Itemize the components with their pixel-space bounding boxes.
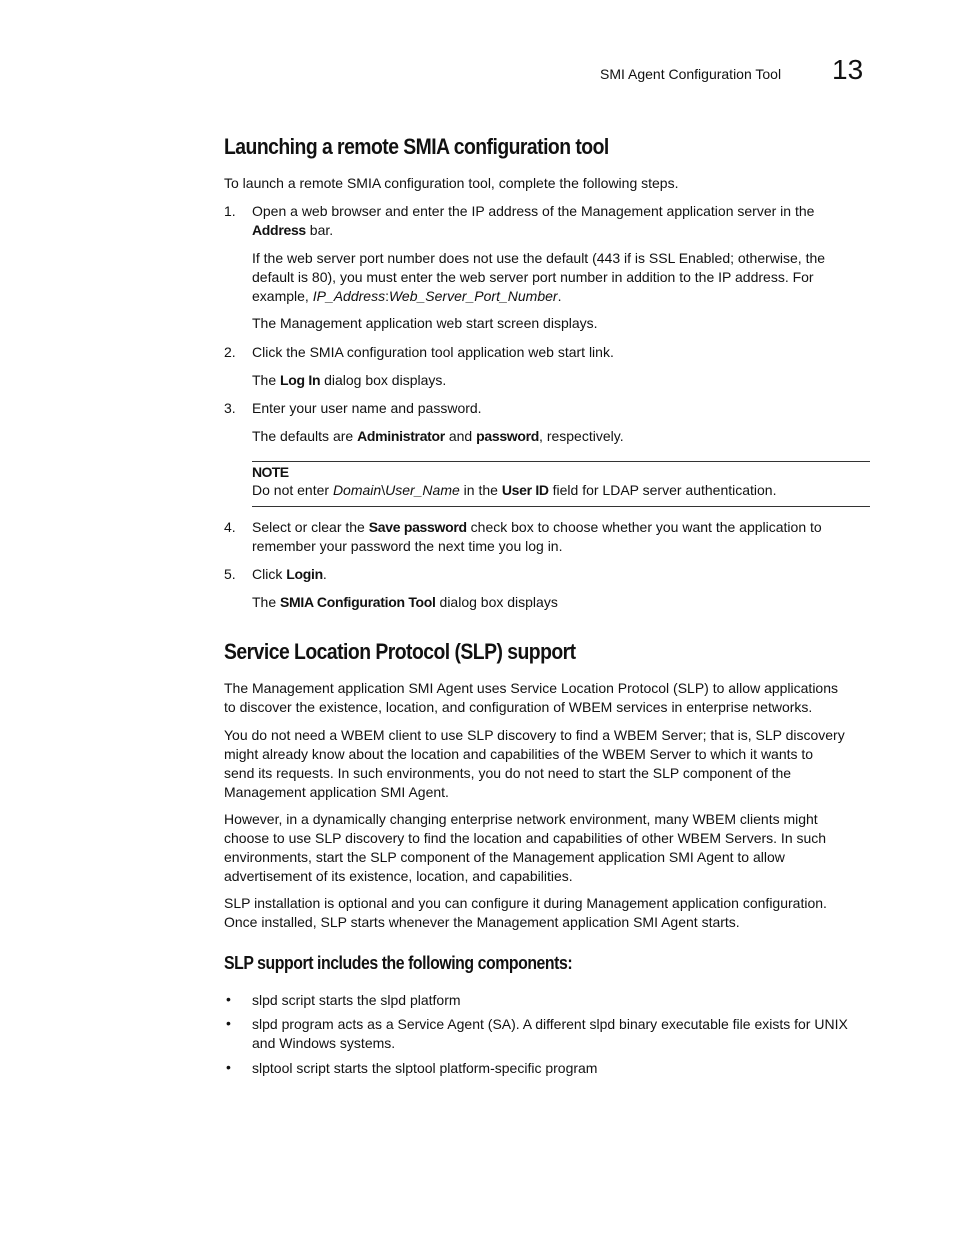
password-label: password — [476, 428, 540, 444]
smia-config-tool-label: SMIA Configuration Tool — [280, 594, 436, 610]
para2-line3: send its requests. In such environments, you do not need to start the SLP component of the — [224, 765, 792, 781]
step4-post: check box to choose whether you want the application to — [466, 519, 822, 535]
step1-line1: Open a web browser and enter the IP address of the Management application server in the — [252, 203, 815, 219]
step5-result-post: dialog box displays — [435, 594, 558, 610]
step1-detail — [252, 249, 870, 306]
detail-line3-pre: example, — [252, 288, 313, 304]
step-number: 2. — [224, 344, 236, 360]
section-heading-slp: Service Location Protocol (SLP) support — [224, 639, 576, 664]
step5-text — [252, 565, 870, 584]
step4-line2: remember your password the next time you log in. — [252, 538, 563, 554]
bullet-glyph: • — [226, 1059, 231, 1075]
note-backslash: \ — [381, 482, 386, 498]
section-heading-launching: Launching a remote SMIA configuration tool — [224, 134, 609, 159]
step3-result — [252, 427, 870, 446]
para3-line4: advertisement of its existence, location, and capabilities. — [224, 868, 573, 884]
step1-result: The Management application web start screen displays. — [252, 315, 598, 331]
note-label: NOTE — [252, 464, 289, 480]
bullet-item: slptool script starts the slptool platform-specific program — [252, 1060, 598, 1076]
note-top-rule — [252, 461, 870, 462]
step1-line2-rest: bar. — [305, 222, 334, 238]
step5-result-pre: The — [252, 594, 281, 610]
step2-result-pre: The — [252, 372, 281, 388]
administrator-label: Administrator — [357, 428, 445, 444]
bullet-item — [252, 1015, 870, 1053]
para2-line4: Management application SMI Agent. — [224, 784, 449, 800]
para3-line2: choose to use SLP discovery to find the location and capabilities of other WBEM Servers. In such — [224, 830, 827, 846]
slp-paragraph-1 — [224, 679, 870, 717]
colon: : — [385, 288, 389, 304]
detail-line2: default is 80), you must enter the web server port number in addition to the IP address. For — [252, 269, 814, 285]
para3-line1: However, in a dynamically changing enterprise network environment, many WBEM clients might — [224, 811, 818, 827]
slp-paragraph-2 — [224, 726, 870, 802]
user-name-term: User_Name — [385, 482, 460, 498]
para1-line1: The Management application SMI Agent uses Service Location Protocol (SLP) to allow applications — [224, 680, 839, 696]
note-text — [252, 481, 870, 500]
para1-line2: to discover the existence, location, and configuration of WBEM services in enterprise networks. — [224, 699, 813, 715]
address-label: Address — [252, 222, 306, 238]
step5-pre: Click — [252, 566, 287, 582]
bullet2-line2: and Windows systems. — [252, 1035, 396, 1051]
step2-result-post: dialog box displays. — [320, 372, 447, 388]
bullet2-line1: slpd program acts as a Service Agent (SA). A different slpd binary executable file exists for UNIX — [252, 1016, 848, 1032]
save-password-label: Save password — [368, 519, 467, 535]
section1-intro: To launch a remote SMIA configuration tool, complete the following steps. — [224, 175, 679, 191]
para2-line2: might already know about the location and capabilities of the WBEM Server to which it wants to — [224, 746, 814, 762]
para4-line2: Once installed, SLP starts whenever the Management application SMI Agent starts. — [224, 914, 740, 930]
domain-term: Domain — [332, 482, 382, 498]
chapter-number: 13 — [832, 54, 864, 85]
bullet-glyph: • — [226, 991, 231, 1007]
step-number: 1. — [224, 203, 236, 219]
step5-post: . — [322, 566, 327, 582]
para2-line1: You do not need a WBEM client to use SLP discovery to find a WBEM Server; that is, SLP discovery — [224, 727, 845, 743]
step3-result-post: , respectively. — [539, 428, 624, 444]
step-number: 4. — [224, 519, 236, 535]
ip-address-term: IP_Address — [312, 288, 386, 304]
slp-components-subheading: SLP support includes the following components: — [224, 953, 573, 973]
step4-text — [252, 518, 870, 556]
para3-line3: environments, start the SLP component of the Management application SMI Agent to allow — [224, 849, 785, 865]
step5-result — [252, 593, 870, 612]
slp-paragraph-4 — [224, 894, 870, 932]
detail-line1: If the web server port number does not use the default (443 if is SSL Enabled; otherwise, the — [252, 250, 826, 266]
para4-line1: SLP installation is optional and you can configure it during Management application configuration. — [224, 895, 827, 911]
step3-text: Enter your user name and password. — [252, 400, 482, 416]
note-mid: in the — [459, 482, 502, 498]
step3-result-pre: The defaults are — [252, 428, 358, 444]
step1-text — [252, 202, 870, 240]
running-header-title: SMI Agent Configuration Tool — [600, 66, 782, 82]
log-in-label: Log In — [280, 372, 321, 388]
step2-result — [252, 371, 870, 390]
period: . — [557, 288, 562, 304]
step3-result-mid: and — [444, 428, 477, 444]
bullet-item: slpd script starts the slpd platform — [252, 992, 461, 1008]
bullet-glyph: • — [226, 1015, 231, 1031]
note-post: field for LDAP server authentication. — [548, 482, 777, 498]
step-number: 3. — [224, 400, 236, 416]
note-pre: Do not enter — [252, 482, 333, 498]
step4-pre: Select or clear the — [252, 519, 369, 535]
user-id-label: User ID — [501, 482, 549, 498]
note-bottom-rule — [252, 506, 870, 507]
step-number: 5. — [224, 566, 236, 582]
step2-text: Click the SMIA configuration tool application web start link. — [252, 344, 614, 360]
slp-paragraph-3 — [224, 810, 870, 886]
login-label: Login — [286, 566, 323, 582]
port-number-term: Web_Server_Port_Number — [388, 288, 558, 304]
